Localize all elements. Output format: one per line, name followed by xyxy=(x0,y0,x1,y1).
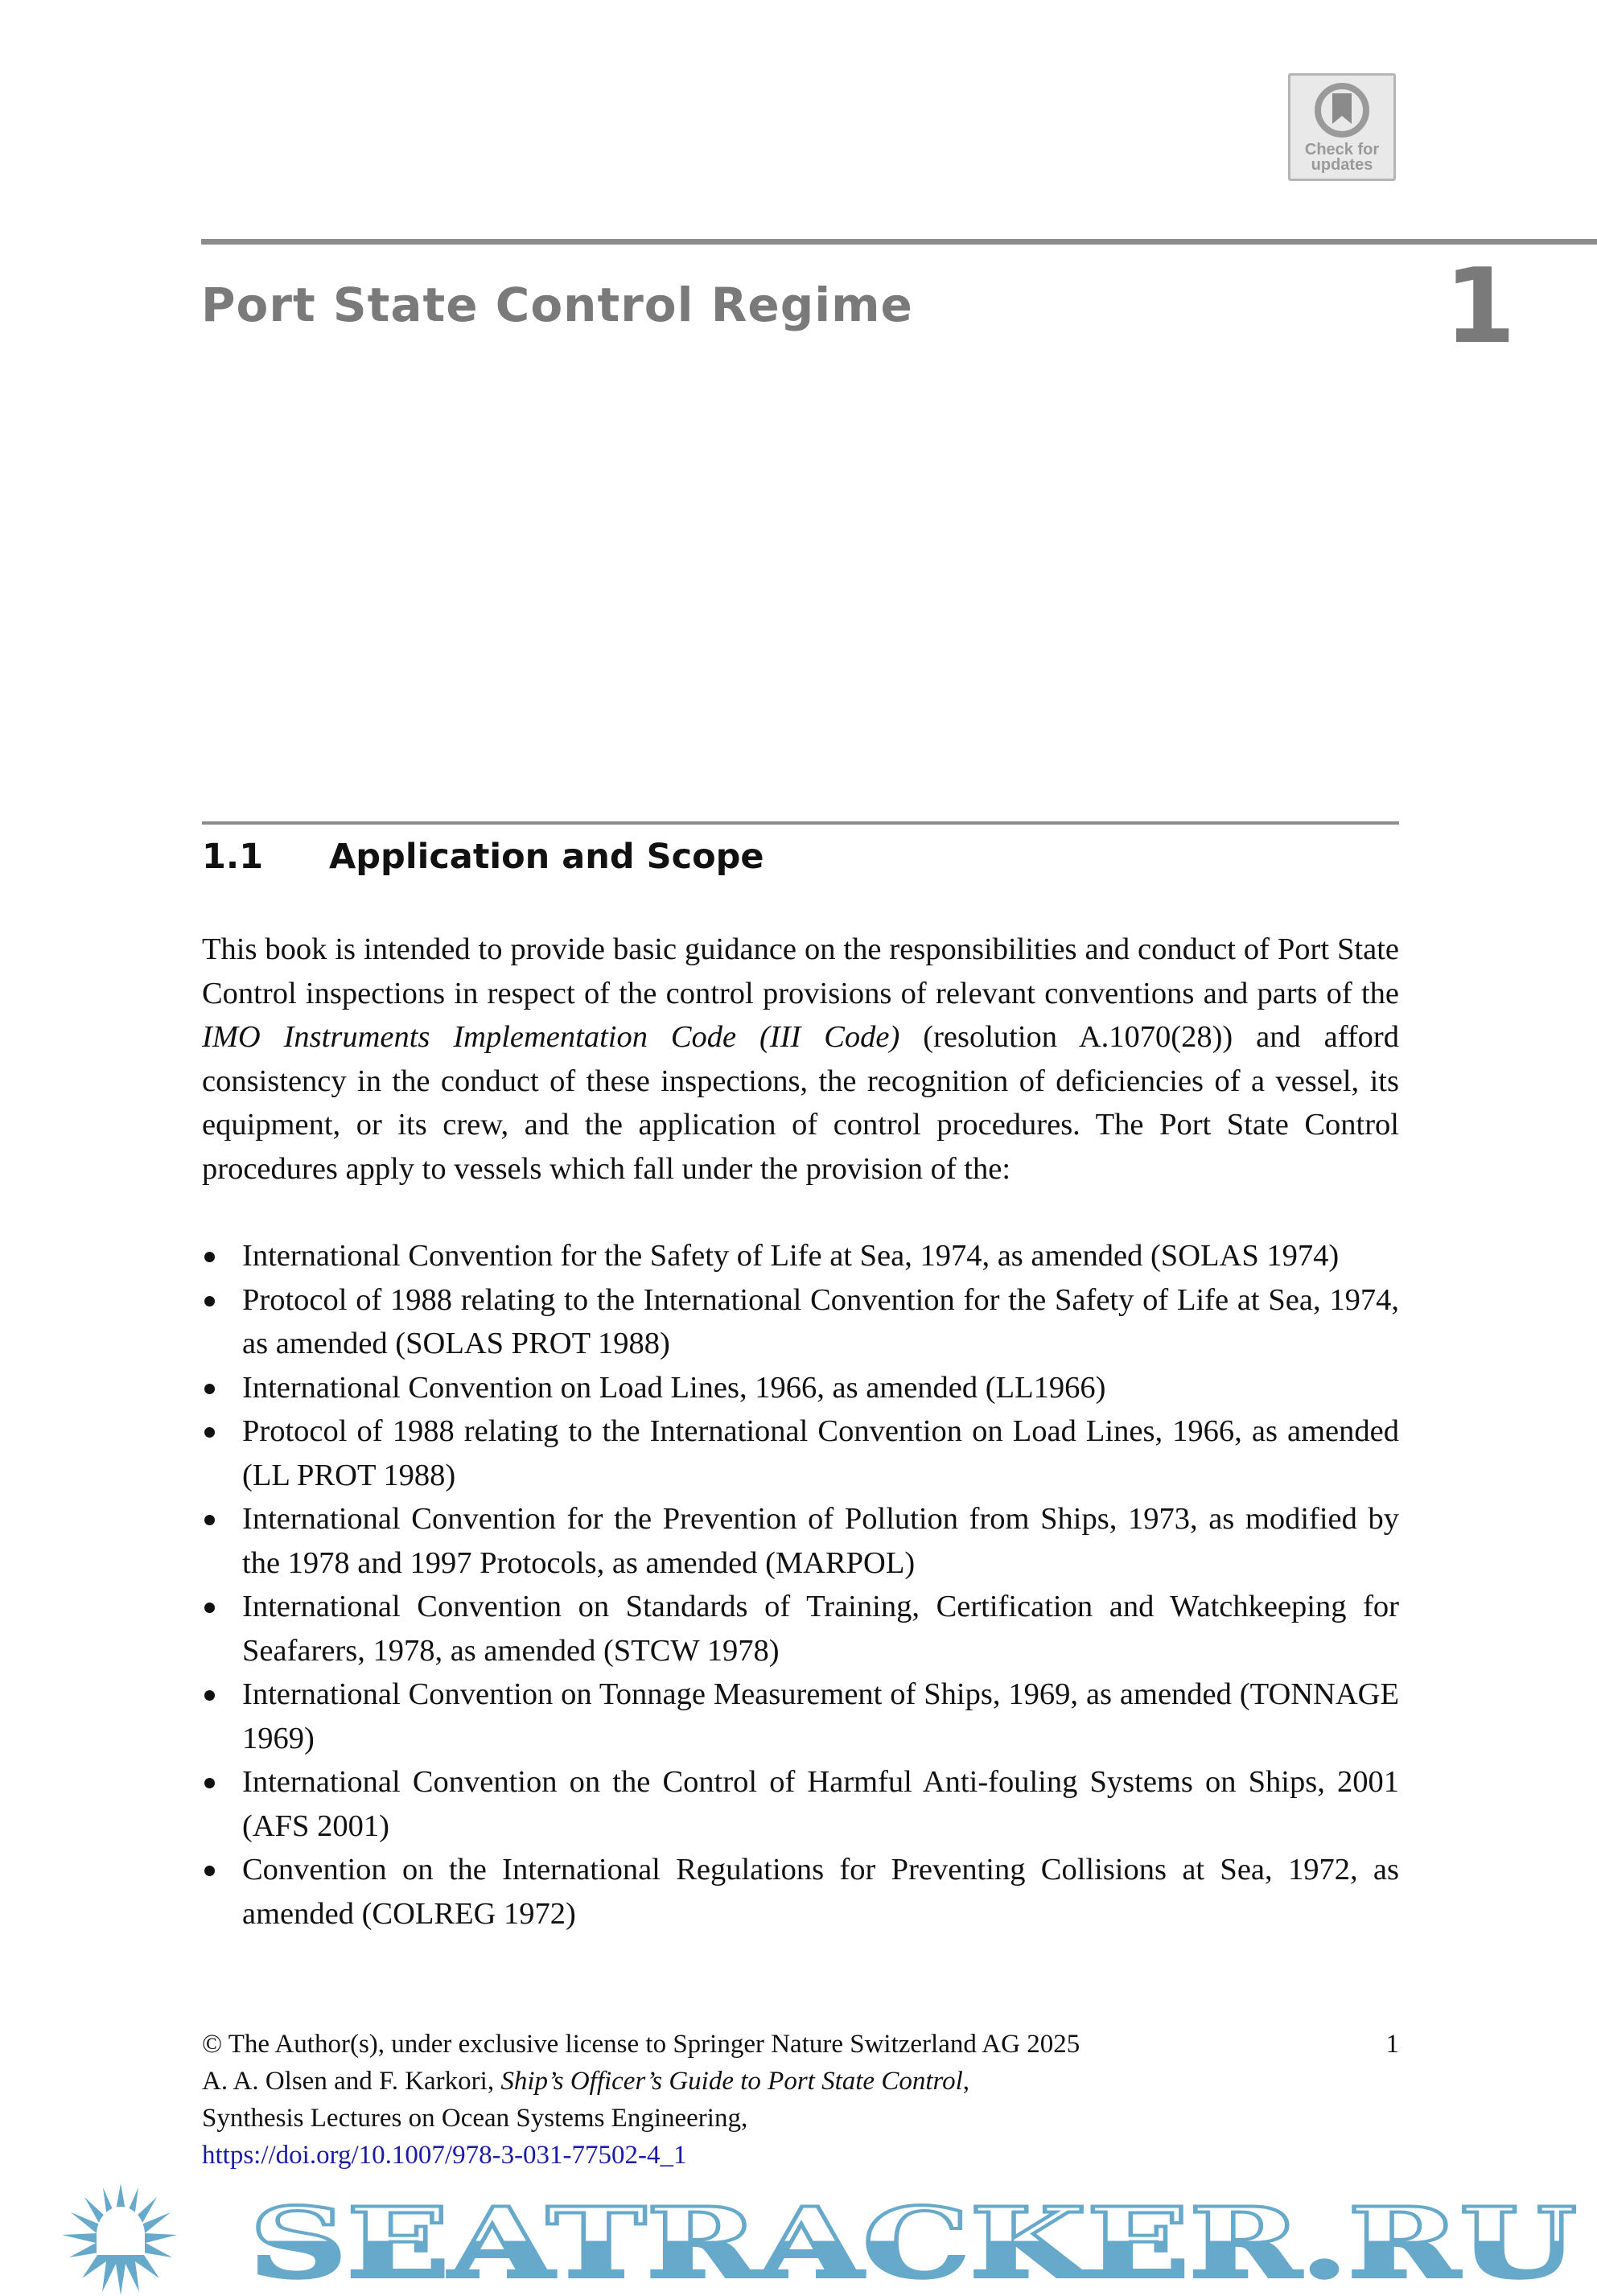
list-item-text: International Convention for the Prevention of Pollution from Ships, 1973, as modified by the 1978 and 1997 Protocols, as amended (MARPOL) xyxy=(242,1502,1399,1580)
list-item xyxy=(202,1760,1399,1848)
bullet-icon xyxy=(204,1778,215,1788)
chapter-title: Port State Control Regime xyxy=(201,278,913,332)
authors: A. A. Olsen and F. Karkori, xyxy=(202,2067,501,2096)
list-item-text: International Convention on the Control of Harmful Anti-fouling Systems on Ships, 2001 (AFS 2001) xyxy=(242,1765,1399,1843)
list-item-text: Convention on the International Regulations for Preventing Collisions at Sea, 1972, as amended (COLREG 1972) xyxy=(242,1853,1399,1931)
paragraph xyxy=(202,928,1399,1191)
badge-line2: updates xyxy=(1311,156,1373,174)
bullet-icon xyxy=(204,1296,215,1306)
paragraph-italic: IMO Instruments Implementation Code (III Code) xyxy=(202,1020,900,1054)
list-item-text: International Convention on Load Lines, 1966, as amended (LL1966) xyxy=(242,1370,1106,1405)
list-item-text: International Convention on Tonnage Measurement of Ships, 1969, as amended (TONNAGE 1969) xyxy=(242,1677,1399,1755)
bullet-icon xyxy=(204,1427,215,1438)
paragraph-text: This book is intended to provide basic guidance on the responsibilities and conduct of Port State Control inspections in respect of the control provisions of relevant conventions and parts of the xyxy=(202,932,1399,1010)
watermark xyxy=(0,2182,1597,2296)
list-item xyxy=(202,1848,1399,1936)
series-line: Synthesis Lectures on Ocean Systems Engineering, xyxy=(202,2104,748,2133)
sunburst-logo-icon xyxy=(62,2183,177,2295)
bullet-icon xyxy=(204,1603,215,1613)
punctuation: , xyxy=(962,2067,970,2096)
footer xyxy=(202,2026,1399,2174)
paragraph-text: (resolution A.1070(28)) and afford consistency in the conduct of these inspections, the recognition of deficiencies of a vessel, its equipment, or its crew, and the application of control procedures. The Port State Control procedures apply to vessels which fall under the provision of the: xyxy=(202,1020,1400,1186)
list-item xyxy=(202,1497,1399,1585)
convention-list xyxy=(202,1234,1399,1936)
section-title: Application and Scope xyxy=(329,837,764,877)
copyright-text: © The Author(s), under exclusive license to Springer Nature Switzerland AG 2025 xyxy=(202,2030,1080,2059)
section-number: 1.1 xyxy=(202,837,264,877)
bullet-icon xyxy=(204,1515,215,1525)
section-rule xyxy=(202,821,1399,825)
check-for-updates-badge[interactable] xyxy=(1288,73,1396,181)
body-text xyxy=(202,928,1399,1191)
list-item xyxy=(202,1409,1399,1497)
bullet-icon xyxy=(204,1384,215,1394)
copyright-line xyxy=(202,2026,1399,2063)
list-item xyxy=(202,1585,1399,1673)
citation-line xyxy=(202,2063,1399,2100)
list-item xyxy=(202,1234,1399,1278)
badge-line1: Check for xyxy=(1304,141,1380,158)
list-item xyxy=(202,1278,1399,1366)
bullet-icon xyxy=(204,1252,215,1262)
list-item-text: International Convention on Standards of Training, Certification and Watchkeeping for Seafarers, 1978, as amended (STCW 1978) xyxy=(242,1590,1399,1668)
list-item-text: Protocol of 1988 relating to the International Convention for the Safety of Life at Sea, 1974, as amended (SOLAS PROT 1988) xyxy=(242,1282,1399,1360)
bullet-icon xyxy=(204,1690,215,1701)
list-item xyxy=(202,1366,1399,1410)
list-item-text: International Convention for the Safety of Life at Sea, 1974, as amended (SOLAS 1974) xyxy=(242,1239,1340,1273)
page-number: 1 xyxy=(1385,2030,1399,2059)
book-title: Ship’s Officer’s Guide to Port State Control xyxy=(500,2067,963,2096)
list-item-text: Protocol of 1988 relating to the International Convention on Load Lines, 1966, as amended (LL PROT 1988) xyxy=(242,1414,1399,1492)
section-heading xyxy=(202,837,764,877)
doi-link[interactable]: https://doi.org/10.1007/978-3-031-77502-4_1 xyxy=(202,2141,687,2170)
bookmark-circle-icon xyxy=(1311,82,1373,138)
bullet-icon xyxy=(204,1866,215,1876)
chapter-number: 1 xyxy=(1444,247,1517,367)
watermark-text: SEATRACKER.RU xyxy=(249,2187,1577,2296)
chapter-rule xyxy=(201,239,1597,245)
list-item xyxy=(202,1673,1399,1760)
